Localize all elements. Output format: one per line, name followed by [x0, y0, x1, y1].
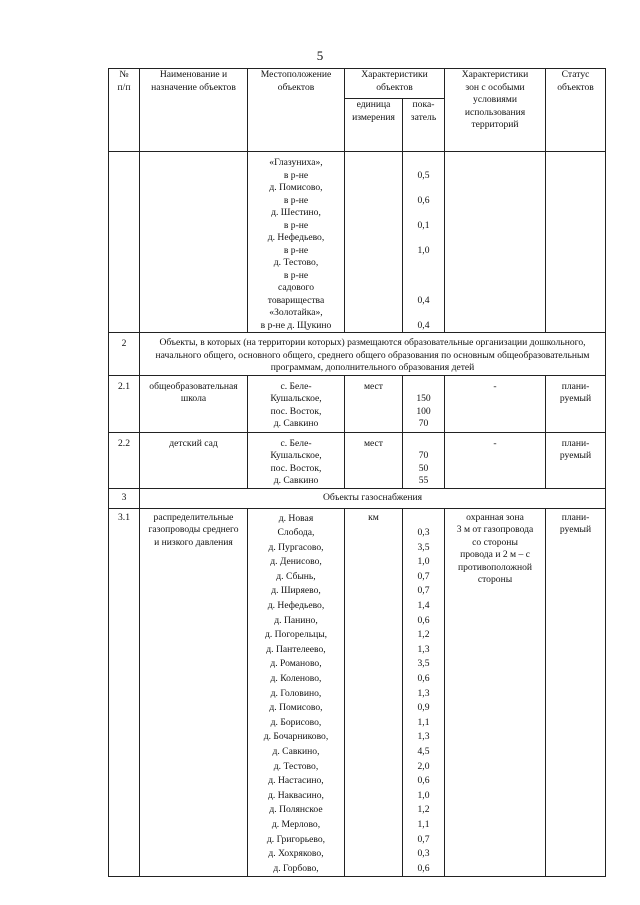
cell-zones: охранная зона 3 м от газопровода со стороны провода и 2 м – с противоположной стороны	[445, 508, 546, 877]
cell-num: 3.1	[109, 508, 140, 877]
objects-table	[108, 68, 606, 877]
cell-name: детский сад	[140, 432, 248, 488]
cell-num: 3	[109, 488, 140, 508]
cell-location: с. Беле- Кушальское, пос. Восток, д. Савкино	[248, 375, 345, 432]
cell-num: 2.2	[109, 432, 140, 488]
table-row	[109, 152, 606, 333]
cell-name: распределительные газопроводы среднего и низкого давления	[140, 508, 248, 877]
header-indicator: пока- затель	[403, 99, 445, 152]
table-row	[109, 375, 606, 432]
header-row	[109, 69, 606, 99]
header-status: Статус объектов	[546, 69, 606, 152]
cell-values: 0,3 3,5 1,0 0,7 0,7 1,4 0,6 1,2 1,3 3,5 0,6 1,3 0,9 1,1 1,3 4,5 2,0 0,6 1,0 1,2 1,1 0,7 0,3 0,6	[403, 508, 445, 877]
table-row	[109, 432, 606, 488]
cell-values: 150 100 70	[403, 375, 445, 432]
cell-zones: -	[445, 432, 546, 488]
cell-status: плани- руемый	[546, 375, 606, 432]
header-num: № п/п	[109, 69, 140, 152]
cell-location: «Глазуниха», в р-не д. Помисово, в р-не д. Шестино, в р-не д. Нефедьево, в р-не д. Тестово, в р-не садового товарищества «Золотайка», в р-не д. Щукино	[248, 152, 345, 333]
cell-location: д. Новая Слобода, д. Пургасово, д. Денисово, д. Сбынь, д. Ширяево, д. Нефедьево, д. Панино, д. Погорельцы, д. Пантелеево, д. Романово, д. Коленово, д. Головино, д. Помисово, д. Борисово, д. Бочарниково, д. Савкино, д. Тестово, д. Настасино, д. Наквасино, д. Полянское д. Мерлово, д. Григорьево, д. Хохряково, д. Горбово,	[248, 508, 345, 877]
cell-status: плани- руемый	[546, 508, 606, 877]
header-name: Наименование и назначение объектов	[140, 69, 248, 152]
header-characteristics: Характеристики объектов	[345, 69, 445, 99]
cell-unit: мест	[345, 375, 403, 432]
cell-zones: -	[445, 375, 546, 432]
section-heading: Объекты, в которых (на территории которых) размещаются образовательные организации дошкольного, начального общего, основного общего, среднего общего образования по основным общеобразовательным программам, дополнительного образования детей	[140, 333, 606, 376]
cell-num: 2	[109, 333, 140, 376]
cell-num: 2.1	[109, 375, 140, 432]
cell-location: с. Беле- Кушальское, пос. Восток, д. Савкино	[248, 432, 345, 488]
cell-values: 70 50 55	[403, 432, 445, 488]
cell-name: общеобразовательная школа	[140, 375, 248, 432]
header-unit: единица измерения	[345, 99, 403, 152]
page-number: 5	[316, 48, 324, 63]
table-row	[109, 488, 606, 508]
cell-status: плани- руемый	[546, 432, 606, 488]
header-location: Местоположение объектов	[248, 69, 345, 152]
cell-values: 0,5 0,6 0,1 1,0 0,4 0,4	[403, 152, 445, 333]
cell-unit: км	[345, 508, 403, 877]
table-row	[109, 333, 606, 376]
table-row	[109, 508, 606, 877]
section-heading: Объекты газоснабжения	[140, 488, 606, 508]
header-zones: Характеристики зон с особыми условиями использования территорий	[445, 69, 546, 152]
cell-unit: мест	[345, 432, 403, 488]
